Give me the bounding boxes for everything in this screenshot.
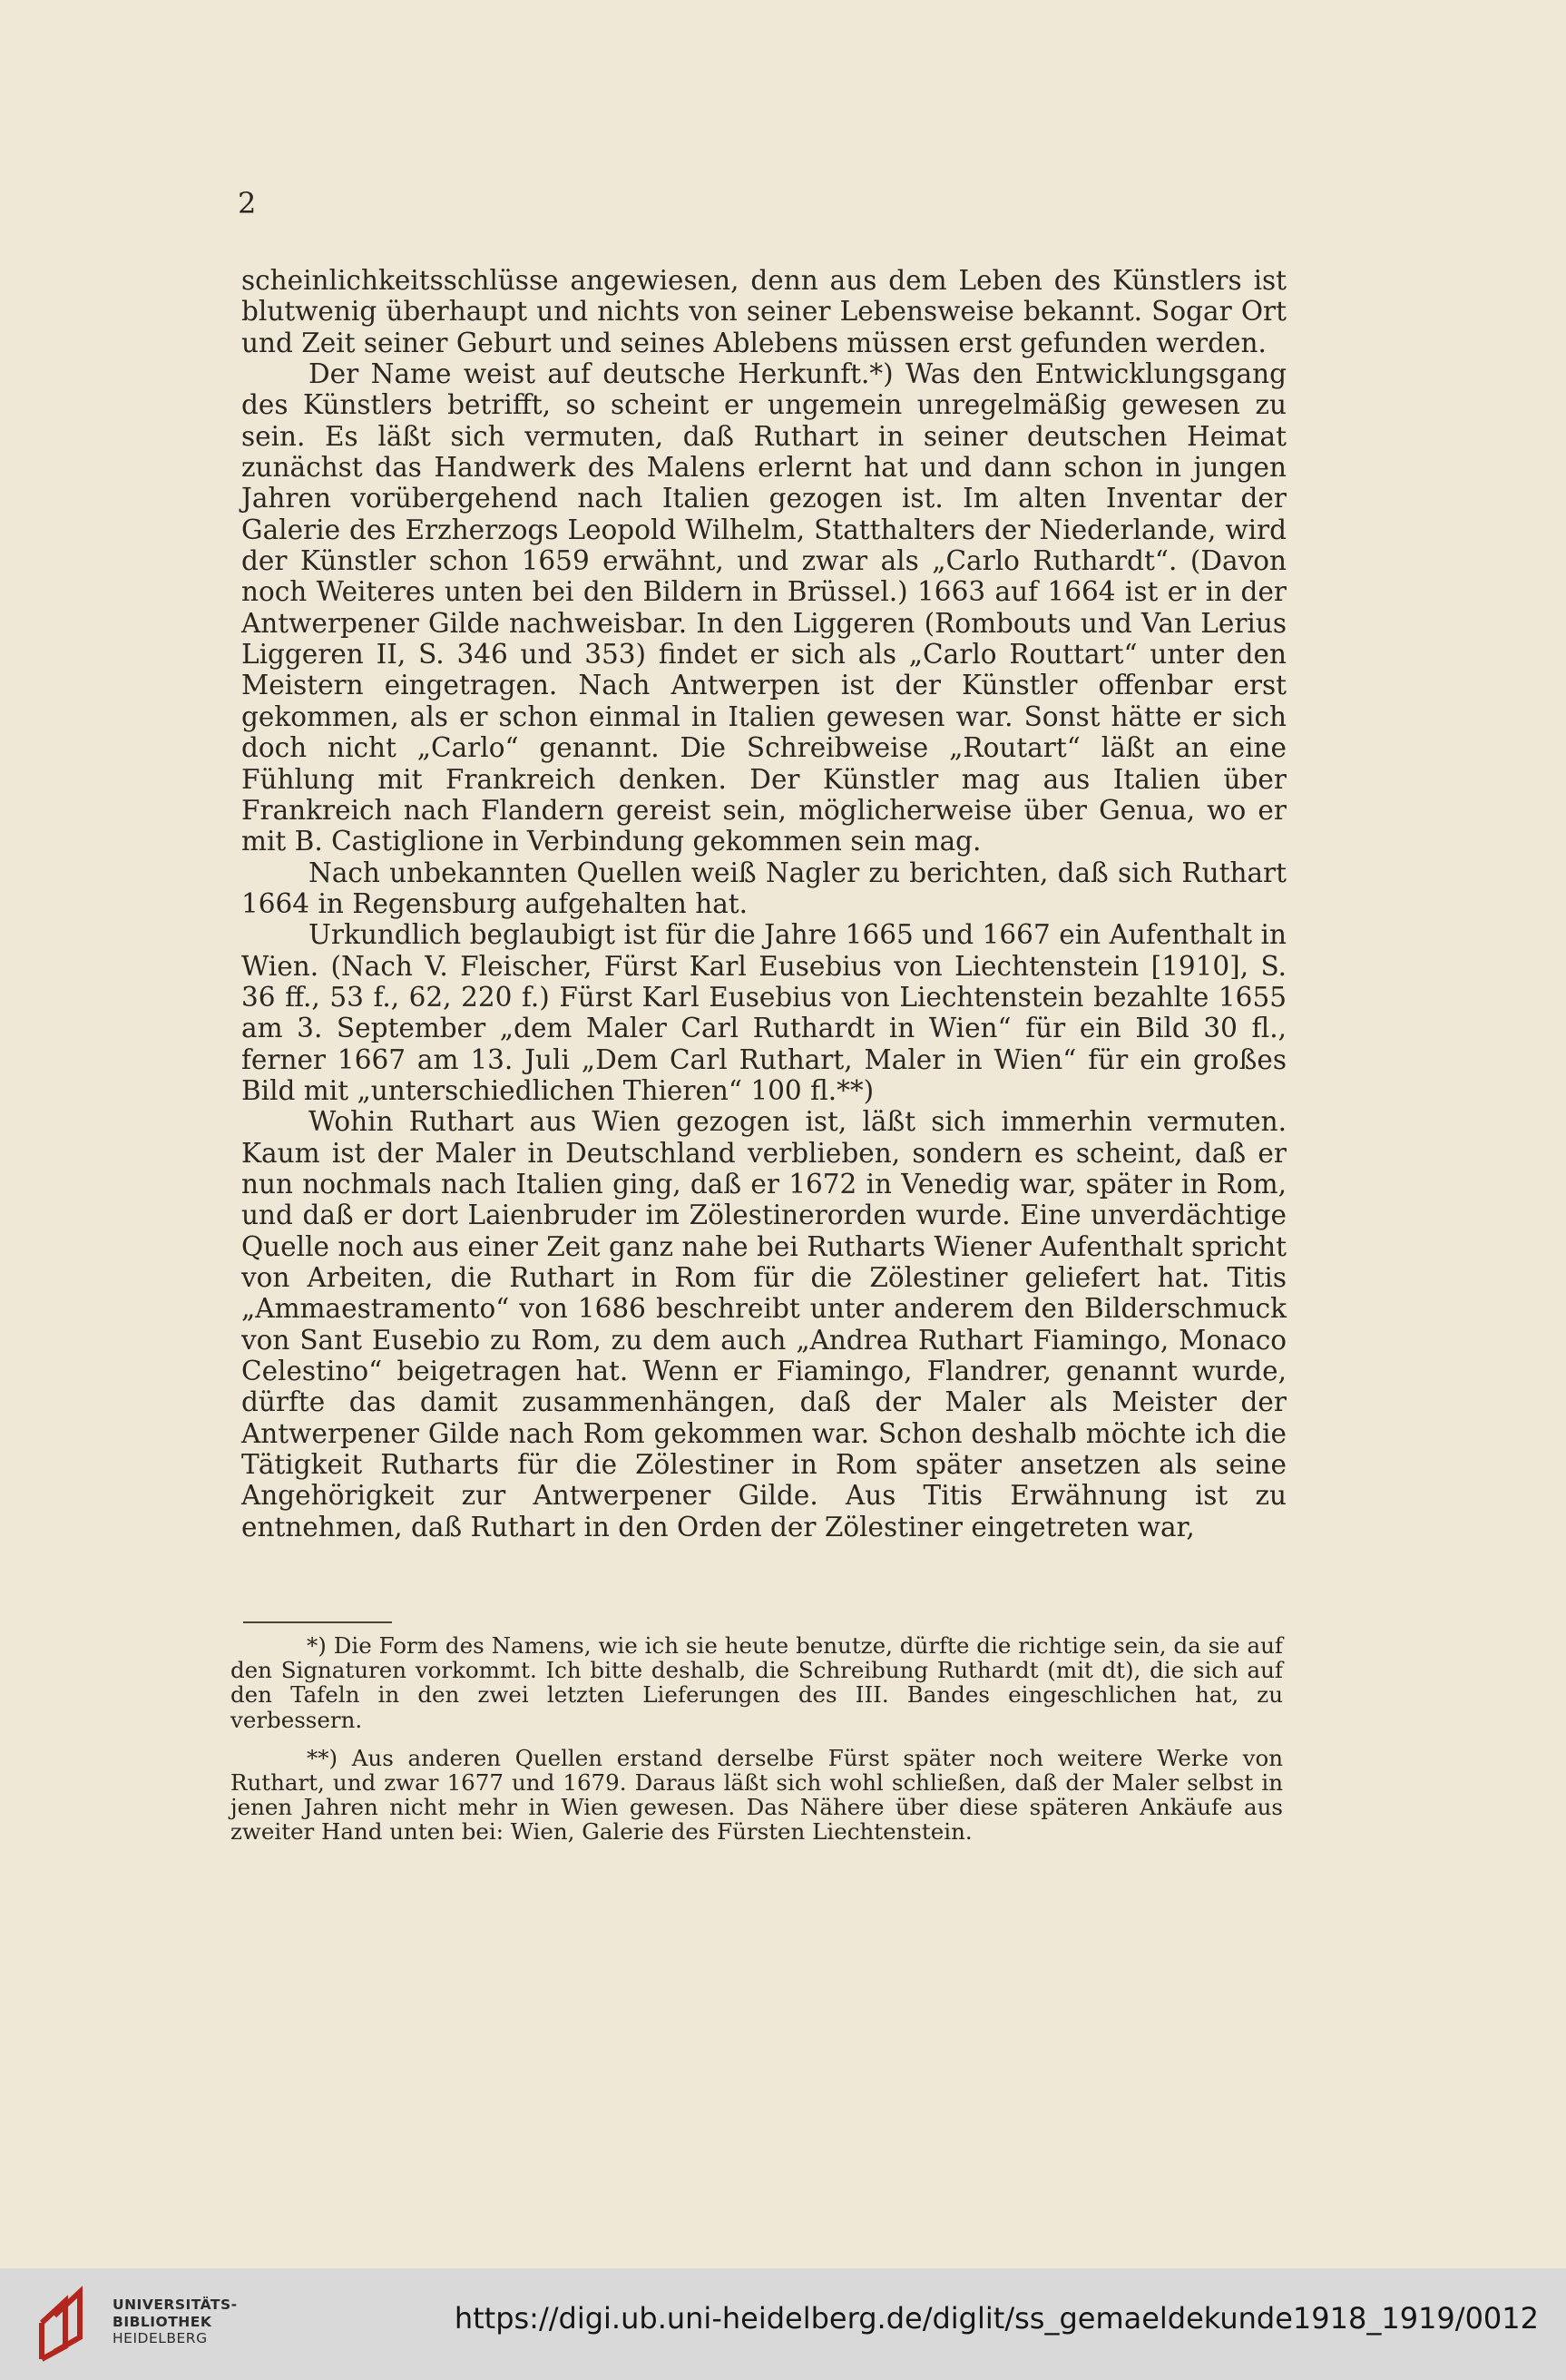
library-line-1: UNIVERSITÄTS-: [113, 2297, 238, 2313]
paragraph-5: Wohin Ruthart aus Wien gezogen ist, läßt sich immerhin vermuten. Kaum ist der Maler in Deutschland verblieben, sondern es scheint, daß er nun nochmals nach Italien ging, daß er 1672 in Venedig war, später in Rom, und daß er dort Laienbruder im Zölestinerorden wurde. Eine unverdächtige Quelle noch aus einer Zeit ganz nahe bei Rutharts Wiener Aufenthalt spricht von Arbeiten, die Ruthart in Rom für die Zölestiner geliefert hat. Titis „Ammaestramento“ von 1686 beschreibt unter anderem den Bilderschmuck von Sant Eusebio zu Rom, zu dem auch „Andrea Ruthart Fiamingo, Monaco Celestino“ beigetragen hat. Wenn er Fiamingo, Flandrer, genannt wurde, dürfte das damit zusammenhängen, daß der Maler als Meister der Antwerpener Gilde nach Rom gekommen war. Schon deshalb möchte ich die Tätigkeit Rutharts für die Zölestiner in Rom später ansetzen als seine Angehörigkeit zur Antwerpener Gilde. Aus Titis Erwähnung ist zu entnehmen, daß Ruthart in den Orden der Zölestiner eingetreten war,: [241, 1106, 1287, 1543]
library-line-2: BIBLIOTHEK: [113, 2313, 212, 2330]
main-text: [241, 265, 1287, 1543]
footnotes: [230, 1633, 1283, 1845]
footnote-1: *) Die Form des Namens, wie ich sie heute benutze, dürfte die richtige sein, da sie auf den Signaturen vorkommt. Ich bitte deshalb, die Schreibung Ruthardt (mit dt), die sich auf den Tafeln in den zwei letzten Lieferungen des III. Bandes eingeschlichen hat, zu verbessern.: [230, 1632, 1283, 1733]
footnote-2: **) Aus anderen Quellen erstand derselbe Fürst später noch weitere Werke von Ruthart, und zwar 1677 und 1679. Daraus läßt sich wohl schließen, daß der Maler selbst in jenen Jahren nicht mehr in Wien gewesen. Das Nähere über diese späteren Ankäufe aus zweiter Hand unten bei: Wien, Galerie des Fürsten Liechtenstein.: [230, 1744, 1283, 1846]
footnote-divider: [243, 1621, 392, 1623]
library-name: [113, 2297, 238, 2347]
paragraph-3: Nach unbekannten Quellen weiß Nagler zu berichten, daß sich Ruthart 1664 in Regensburg aufgehalten hat.: [241, 857, 1287, 919]
paragraph-1: scheinlichkeitsschlüsse angewiesen, denn aus dem Leben des Künstlers ist blutwenig überhaupt und nichts von seiner Lebensweise bekannt. Sogar Ort und Zeit seiner Geburt und seines Ablebens müssen erst gefunden werden.: [241, 265, 1287, 358]
permalink-url[interactable]: https://digi.ub.uni-heidelberg.de/diglit/ss_gemaeldekunde1918_1919/0012: [454, 2301, 1539, 2336]
paragraph-4: Urkundlich beglaubigt ist für die Jahre 1665 und 1667 ein Aufenthalt in Wien. (Nach V. Fleischer, Fürst Karl Eusebius von Liechtenstein [1910], S. 36 ff., 53 f., 62, 220 f.) Fürst Karl Eusebius von Liechtenstein bezahlte 1655 am 3. September „dem Maler Carl Ruthardt in Wien“ für ein Bild 30 fl., ferner 1667 am 13. Juli „Dem Carl Ruthart, Maler in Wien“ für ein großes Bild mit „unterschiedlichen Thieren“ 100 fl.**): [241, 919, 1287, 1106]
library-line-3: HEIDELBERG: [113, 2330, 208, 2346]
page-number: 2: [238, 186, 257, 220]
university-library-logo-icon[interactable]: [34, 2283, 93, 2363]
paragraph-2: Der Name weist auf deutsche Herkunft.*) Was den Entwicklungsgang des Künstlers betrifft, so scheint er ungemein unregelmäßig gewesen zu sein. Es läßt sich vermuten, daß Ruthart in seiner deutschen Heimat zunächst das Handwerk des Malens erlernt hat und dann schon in jungen Jahren vorübergehend nach Italien gezogen ist. Im alten Inventar der Galerie des Erzherzogs Leopold Wilhelm, Statthalters der Niederlande, wird der Künstler schon 1659 erwähnt, und zwar als „Carlo Ruthardt“. (Davon noch Weiteres unten bei den Bildern in Brüssel.) 1663 auf 1664 ist er in der Antwerpener Gilde nachweisbar. In den Liggeren (Rombouts und Van Lerius Liggeren II, S. 346 und 353) findet er sich als „Carlo Routtart“ unter den Meistern eingetragen. Nach Antwerpen ist der Künstler offenbar erst gekommen, als er schon einmal in Italien gewesen war. Sonst hätte er sich doch nicht „Carlo“ genannt. Die Schreibweise „Routart“ läßt an eine Fühlung mit Frankreich denken. Der Künstler mag aus Italien über Frankreich nach Flandern gereist sein, möglicherweise über Genua, wo er mit B. Castiglione in Verbindung gekommen sein mag.: [241, 358, 1287, 857]
